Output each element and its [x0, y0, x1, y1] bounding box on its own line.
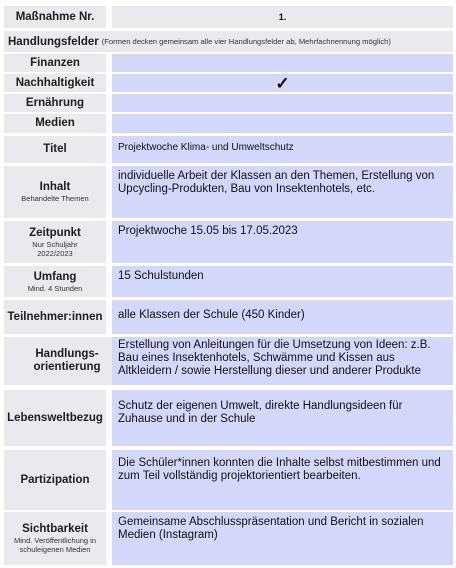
nachhaltigkeit-value-cell [112, 74, 453, 92]
row-titel [4, 136, 453, 163]
lebensweltbezug-value: Schutz der eigenen Umwelt, direkte Handlungsideen für Zuhause und in der Schule [118, 400, 403, 425]
inhalt-value-cell [112, 166, 453, 218]
inhalt-sublabel: Behandelte Themen [21, 194, 89, 203]
titel-label: Titel [4, 136, 106, 163]
lebensweltbezug-value-cell [112, 390, 453, 446]
partizipation-value: Die Schüler*innen konnten die Inhalte selbst mitbestimmen und zum Teil vollständig projektorientiert bearbeiten. [118, 457, 441, 482]
zeitpunkt-label: Zeitpunkt [29, 226, 81, 239]
row-umfang [4, 266, 453, 297]
row-inhalt [4, 166, 453, 218]
finanzen-label: Finanzen [4, 54, 106, 72]
zeitpunkt-value-cell [112, 221, 453, 263]
titel-value: Projektwoche Klima- und Umweltschutz [118, 142, 294, 153]
titel-value-cell [112, 136, 453, 163]
checkmark-icon: ✓ [275, 73, 290, 93]
medien-label: Medien [4, 114, 106, 133]
row-medien [4, 114, 453, 133]
umfang-label-cell [4, 266, 106, 297]
lebensweltbezug-label: Lebensweltbezug [4, 390, 106, 446]
handlungsfelder-note: (Formen decken gemeinsam alle vier Handlungsfelder ab, Mehrfachnennung möglich) [101, 37, 391, 46]
row-partizipation [4, 450, 453, 510]
zeitpunkt-label-cell [4, 221, 106, 263]
sichtbarkeit-label-cell [4, 512, 106, 565]
handlungsfelder-label: Handlungsfelder [8, 35, 99, 48]
umfang-sublabel: Mind. 4 Stunden [27, 283, 83, 293]
row-teilnehmer [4, 300, 453, 334]
row-sichtbarkeit [4, 512, 453, 565]
finanzen-value-cell [112, 54, 453, 72]
inhalt-label-cell [4, 166, 106, 218]
handlungsfelder-header [4, 31, 453, 52]
ernaehrung-value-cell [112, 94, 453, 112]
zeitpunkt-value: Projektwoche 15.05 bis 17.05.2023 [118, 225, 298, 237]
row-nachhaltigkeit [4, 74, 453, 92]
teilnehmer-value: alle Klassen der Schule (450 Kinder) [118, 309, 305, 321]
row-finanzen [4, 54, 453, 72]
massnahme-label: Maßnahme Nr. [4, 6, 106, 28]
zeitpunkt-sublabel: Nur Schuljahr 2022/2023 [32, 239, 78, 258]
row-handlungsorientierung [4, 337, 453, 385]
medien-value-cell [112, 114, 453, 133]
inhalt-label: Inhalt [39, 181, 71, 193]
nachhaltigkeit-label: Nachhaltigkeit [4, 74, 106, 92]
ernaehrung-label: Ernährung [4, 94, 106, 112]
handlungsorientierung-label: Handlungs-orientierung [4, 337, 130, 385]
sichtbarkeit-label: Sichtbarkeit [22, 523, 88, 535]
inhalt-value: individuelle Arbeit der Klassen an den Themen, Erstellung von Upcycling-Produkten, Bau von Insektenhotels, etc. [118, 170, 435, 195]
row-lebensweltbezug [4, 390, 453, 446]
sichtbarkeit-value: Gemeinsame Abschlusspräsentation und Bericht in sozialen Medien (Instagram) [118, 516, 424, 541]
umfang-label: Umfang [33, 270, 77, 283]
sichtbarkeit-value-cell [112, 512, 453, 565]
sichtbarkeit-sublabel: Mind. Veröffentlichung in schuleigenen Medien [14, 536, 96, 554]
partizipation-label: Partizipation [4, 450, 106, 510]
massnahme-number: 1. [278, 11, 287, 22]
teilnehmer-value-cell [112, 300, 453, 334]
teilnehmer-label: Teilnehmer:innen [4, 300, 106, 334]
row-zeitpunkt [4, 221, 453, 263]
umfang-value-cell [112, 266, 453, 297]
partizipation-value-cell [112, 450, 453, 510]
row-ernaehrung [4, 94, 453, 112]
handlungsorientierung-value: Erstellung von Anleitungen für die Umsetzung von Ideen: z.B. Bau eines Insektenhotels, Schwämme und Kissen aus Altkleidern / sowie Herstellung dieser und anderer Produkte [118, 339, 431, 377]
handlungsorientierung-value-cell [112, 337, 453, 385]
massnahme-value-cell [112, 6, 453, 28]
umfang-value: 15 Schulstunden [118, 270, 204, 282]
row-massnahme [4, 6, 453, 28]
